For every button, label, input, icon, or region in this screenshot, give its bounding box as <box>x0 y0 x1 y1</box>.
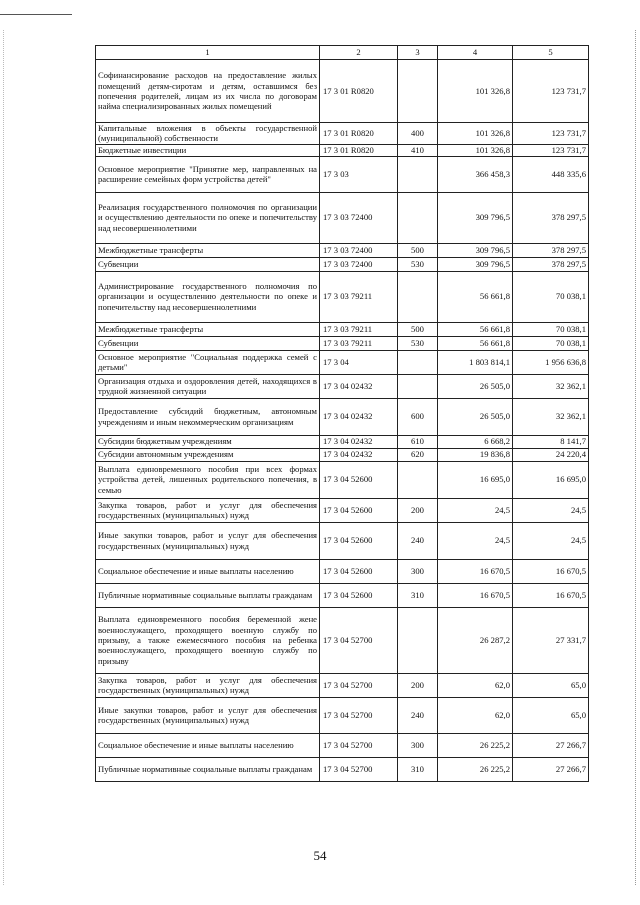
table-row <box>96 697 589 733</box>
row-code-cell: 17 3 03 79211 <box>320 322 398 336</box>
table-row <box>96 733 589 757</box>
row-value-col5: 16 695,0 <box>513 461 589 498</box>
table-row <box>96 257 589 271</box>
row-type-cell: 500 <box>398 322 438 336</box>
row-value-col5: 24,5 <box>513 498 589 522</box>
row-code-cell: 17 3 04 52600 <box>320 583 398 607</box>
row-type-cell: 410 <box>398 144 438 156</box>
row-value-col4: 309 796,5 <box>438 192 513 243</box>
row-code-cell: 17 3 04 <box>320 350 398 374</box>
table-header-row <box>96 46 589 60</box>
row-code-cell: 17 3 03 72400 <box>320 243 398 257</box>
row-type-cell: 530 <box>398 257 438 271</box>
row-value-col4: 26 225,2 <box>438 757 513 781</box>
row-name-cell: Бюджетные инвестиции <box>96 144 320 156</box>
row-value-col5: 70 038,1 <box>513 271 589 322</box>
row-code-cell: 17 3 03 <box>320 156 398 192</box>
row-name-cell: Администрирование государственного полномочия по организации и осуществлению деятельности по опеке и попечительству над несовершеннолетними <box>96 271 320 322</box>
row-value-col5: 378 297,5 <box>513 192 589 243</box>
column-header: 4 <box>438 46 513 60</box>
row-name-cell: Субсидии автономным учреждениям <box>96 448 320 461</box>
row-type-cell: 240 <box>398 522 438 559</box>
row-name-cell: Иные закупки товаров, работ и услуг для обеспечения государственных (муниципальных) нужд <box>96 522 320 559</box>
row-code-cell: 17 3 04 02432 <box>320 398 398 435</box>
row-type-cell: 300 <box>398 559 438 583</box>
row-value-col4: 19 836,8 <box>438 448 513 461</box>
row-type-cell: 610 <box>398 435 438 448</box>
row-name-cell: Субвенции <box>96 257 320 271</box>
row-value-col4: 1 803 814,1 <box>438 350 513 374</box>
column-header: 1 <box>96 46 320 60</box>
row-code-cell: 17 3 03 72400 <box>320 257 398 271</box>
table-row <box>96 559 589 583</box>
row-code-cell: 17 3 04 02432 <box>320 435 398 448</box>
table-row <box>96 350 589 374</box>
table-row <box>96 757 589 781</box>
row-type-cell: 310 <box>398 583 438 607</box>
row-type-cell <box>398 607 438 673</box>
row-value-col5: 27 266,7 <box>513 757 589 781</box>
row-value-col5: 378 297,5 <box>513 257 589 271</box>
table-row <box>96 336 589 350</box>
table-row <box>96 673 589 697</box>
row-value-col5: 65,0 <box>513 697 589 733</box>
row-code-cell: 17 3 03 72400 <box>320 192 398 243</box>
row-value-col5: 65,0 <box>513 673 589 697</box>
row-name-cell: Выплата единовременного пособия при всех формах устройства детей, лишенных родительского попечения, в семью <box>96 461 320 498</box>
scan-edge-line <box>0 14 72 15</box>
row-code-cell: 17 3 04 52600 <box>320 559 398 583</box>
scan-edge-right <box>635 30 636 885</box>
row-name-cell: Социальное обеспечение и иные выплаты населению <box>96 733 320 757</box>
row-name-cell: Закупка товаров, работ и услуг для обеспечения государственных (муниципальных) нужд <box>96 498 320 522</box>
table-row <box>96 522 589 559</box>
row-value-col4: 24,5 <box>438 498 513 522</box>
row-type-cell: 530 <box>398 336 438 350</box>
row-value-col5: 1 956 636,8 <box>513 350 589 374</box>
table-row <box>96 435 589 448</box>
row-value-col4: 56 661,8 <box>438 336 513 350</box>
row-type-cell <box>398 192 438 243</box>
row-value-col5: 32 362,1 <box>513 374 589 398</box>
row-code-cell: 17 3 04 52700 <box>320 607 398 673</box>
row-name-cell: Иные закупки товаров, работ и услуг для обеспечения государственных (муниципальных) нужд <box>96 697 320 733</box>
row-name-cell: Публичные нормативные социальные выплаты гражданам <box>96 583 320 607</box>
table-row <box>96 583 589 607</box>
table-row <box>96 398 589 435</box>
row-value-col5: 378 297,5 <box>513 243 589 257</box>
row-value-col5: 24 220,4 <box>513 448 589 461</box>
row-name-cell: Выплата единовременного пособия беременной жене военнослужащего, проходящего военную службу по призыву, а также ежемесячного пособия на ребенка военнослужащего, проходящего военную службу по призыву <box>96 607 320 673</box>
row-name-cell: Межбюджетные трансферты <box>96 243 320 257</box>
row-name-cell: Предоставление субсидий бюджетным, автономным учреждениям и иным некоммерческим организациям <box>96 398 320 435</box>
row-value-col4: 26 505,0 <box>438 398 513 435</box>
row-name-cell: Основное мероприятие "Принятие мер, направленных на расширение семейных форм устройства детей" <box>96 156 320 192</box>
row-type-cell: 400 <box>398 123 438 145</box>
row-type-cell: 300 <box>398 733 438 757</box>
row-name-cell: Субвенции <box>96 336 320 350</box>
row-value-col5: 8 141,7 <box>513 435 589 448</box>
table-row <box>96 322 589 336</box>
row-value-col4: 309 796,5 <box>438 243 513 257</box>
row-value-col4: 366 458,3 <box>438 156 513 192</box>
row-code-cell: 17 3 01 R0820 <box>320 144 398 156</box>
table-row <box>96 60 589 123</box>
row-value-col5: 123 731,7 <box>513 123 589 145</box>
table-row <box>96 448 589 461</box>
row-value-col4: 62,0 <box>438 673 513 697</box>
row-value-col5: 32 362,1 <box>513 398 589 435</box>
row-type-cell: 200 <box>398 673 438 697</box>
row-value-col4: 26 287,2 <box>438 607 513 673</box>
column-header: 2 <box>320 46 398 60</box>
row-code-cell: 17 3 04 52700 <box>320 673 398 697</box>
row-name-cell: Закупка товаров, работ и услуг для обеспечения государственных (муниципальных) нужд <box>96 673 320 697</box>
row-value-col5: 16 670,5 <box>513 583 589 607</box>
row-type-cell <box>398 271 438 322</box>
row-code-cell: 17 3 04 52600 <box>320 522 398 559</box>
row-type-cell: 600 <box>398 398 438 435</box>
row-type-cell: 240 <box>398 697 438 733</box>
row-code-cell: 17 3 04 52600 <box>320 461 398 498</box>
table-row <box>96 156 589 192</box>
page-number: 54 <box>313 848 327 863</box>
row-code-cell: 17 3 01 R0820 <box>320 123 398 145</box>
row-name-cell: Субсидии бюджетным учреждениям <box>96 435 320 448</box>
row-code-cell: 17 3 01 R0820 <box>320 60 398 123</box>
table-row <box>96 123 589 145</box>
table-row <box>96 498 589 522</box>
row-code-cell: 17 3 04 52700 <box>320 733 398 757</box>
row-name-cell: Межбюджетные трансферты <box>96 322 320 336</box>
row-type-cell <box>398 374 438 398</box>
table-row <box>96 192 589 243</box>
row-value-col5: 70 038,1 <box>513 336 589 350</box>
table-row <box>96 374 589 398</box>
row-value-col4: 101 326,8 <box>438 123 513 145</box>
row-value-col5: 24,5 <box>513 522 589 559</box>
row-type-cell <box>398 350 438 374</box>
row-name-cell: Публичные нормативные социальные выплаты гражданам <box>96 757 320 781</box>
table-row <box>96 607 589 673</box>
row-name-cell: Капитальные вложения в объекты государственной (муниципальной) собственности <box>96 123 320 145</box>
row-type-cell <box>398 60 438 123</box>
row-value-col5: 123 731,7 <box>513 144 589 156</box>
row-name-cell: Организация отдыха и оздоровления детей, находящихся в трудной жизненной ситуации <box>96 374 320 398</box>
row-value-col4: 309 796,5 <box>438 257 513 271</box>
row-value-col5: 448 335,6 <box>513 156 589 192</box>
row-code-cell: 17 3 04 52700 <box>320 757 398 781</box>
row-value-col5: 70 038,1 <box>513 322 589 336</box>
column-header: 3 <box>398 46 438 60</box>
table-row <box>96 271 589 322</box>
row-value-col4: 56 661,8 <box>438 271 513 322</box>
row-name-cell: Основное мероприятие "Социальная поддержка семей с детьми" <box>96 350 320 374</box>
budget-table <box>95 45 589 782</box>
table-row <box>96 243 589 257</box>
row-value-col5: 27 331,7 <box>513 607 589 673</box>
row-value-col4: 26 225,2 <box>438 733 513 757</box>
row-value-col4: 24,5 <box>438 522 513 559</box>
column-header: 5 <box>513 46 589 60</box>
row-value-col4: 26 505,0 <box>438 374 513 398</box>
row-code-cell: 17 3 04 02432 <box>320 448 398 461</box>
row-name-cell: Социальное обеспечение и иные выплаты населению <box>96 559 320 583</box>
row-code-cell: 17 3 04 02432 <box>320 374 398 398</box>
row-code-cell: 17 3 04 52600 <box>320 498 398 522</box>
row-value-col4: 6 668,2 <box>438 435 513 448</box>
row-code-cell: 17 3 04 52700 <box>320 697 398 733</box>
row-value-col4: 16 670,5 <box>438 583 513 607</box>
row-type-cell: 310 <box>398 757 438 781</box>
row-value-col5: 123 731,7 <box>513 60 589 123</box>
row-type-cell: 200 <box>398 498 438 522</box>
row-value-col4: 16 695,0 <box>438 461 513 498</box>
row-value-col4: 101 326,8 <box>438 144 513 156</box>
table-row <box>96 461 589 498</box>
row-code-cell: 17 3 03 79211 <box>320 271 398 322</box>
row-name-cell: Софинансирование расходов на предоставление жилых помещений детям-сиротам и детям, оставшимся без попечения родителей, лицам из их числа по договорам найма специализированных жилых помещений <box>96 60 320 123</box>
row-code-cell: 17 3 03 79211 <box>320 336 398 350</box>
row-value-col4: 101 326,8 <box>438 60 513 123</box>
row-type-cell: 500 <box>398 243 438 257</box>
row-value-col4: 16 670,5 <box>438 559 513 583</box>
row-value-col5: 16 670,5 <box>513 559 589 583</box>
row-type-cell <box>398 461 438 498</box>
row-value-col5: 27 266,7 <box>513 733 589 757</box>
scan-edge-left <box>3 30 4 885</box>
row-type-cell <box>398 156 438 192</box>
row-value-col4: 56 661,8 <box>438 322 513 336</box>
table-row <box>96 144 589 156</box>
row-type-cell: 620 <box>398 448 438 461</box>
row-value-col4: 62,0 <box>438 697 513 733</box>
row-name-cell: Реализация государственного полномочия по организации и осуществлению деятельности по опеке и попечительству над несовершеннолетними <box>96 192 320 243</box>
